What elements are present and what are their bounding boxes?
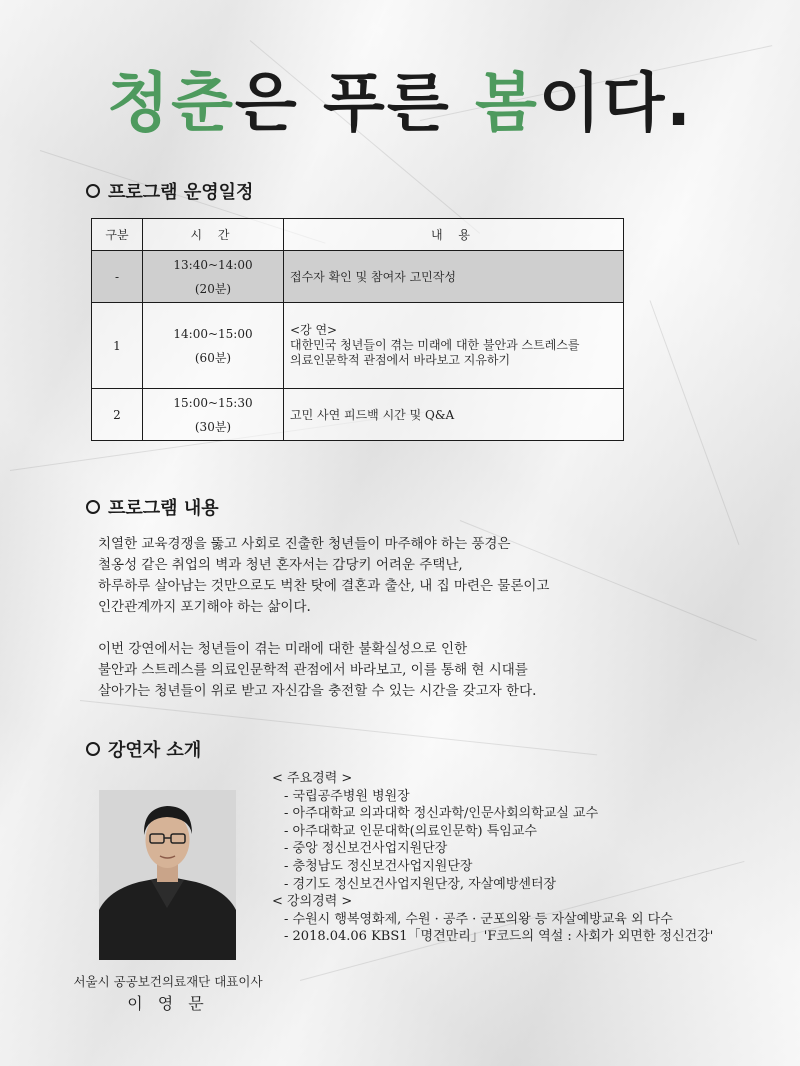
lecture-title: < 강의경력 > xyxy=(272,894,353,910)
speaker-organization: 서울시 공공보건의료재단 대표이사 xyxy=(73,974,263,989)
paragraph-line: 살아가는 청년들이 위로 받고 자신감을 충전할 수 있는 시간을 갖고자 한다. xyxy=(98,683,537,699)
career-title: < 주요경력 > xyxy=(272,771,353,786)
lecture-item: - 수원시 행복영화제, 수원 · 공주 · 군포의왕 등 자살예방교육 외 다수 xyxy=(284,911,673,927)
circle-bullet-icon xyxy=(86,184,100,198)
table-row xyxy=(92,303,624,389)
row-content xyxy=(284,251,624,303)
circle-bullet-icon xyxy=(86,500,100,514)
speaker-heading-text: 강연자 소개 xyxy=(108,740,202,761)
row-duration: (60분) xyxy=(194,350,232,365)
paragraph-line: 하루하루 살아남는 것만으로도 벅찬 탓에 결혼과 출산, 내 집 마련은 물론이고 xyxy=(98,578,550,594)
paragraph-line: 이번 강연에서는 청년들이 겪는 미래에 대한 불확실성으로 인한 xyxy=(98,641,468,657)
row-time-cell xyxy=(143,251,284,303)
career-item: - 국립공주병원 병원장 xyxy=(284,788,410,804)
row-duration: (30분) xyxy=(194,419,232,434)
speaker-career xyxy=(272,770,782,946)
paragraph-line: 인간관계까지 포기해야 하는 삶이다. xyxy=(98,599,311,615)
program-heading xyxy=(86,494,219,520)
schedule-heading-text: 프로그램 운영일정 xyxy=(108,182,254,203)
speaker-name: 이 영 문 xyxy=(127,994,209,1013)
career-item: - 경기도 정신보건사업지원단장, 자살예방센터장 xyxy=(284,876,557,892)
row-time: 14:00~15:00 xyxy=(173,326,253,341)
row-time: 13:40~14:00 xyxy=(173,257,253,272)
row-time: 15:00~15:30 xyxy=(173,395,253,410)
paragraph-line: 불안과 스트레스를 의료인문학적 관점에서 바라보고, 이를 통해 현 시대를 xyxy=(98,662,528,678)
program-heading-text: 프로그램 내용 xyxy=(108,498,219,519)
title-black-2: 이다. xyxy=(538,67,693,141)
speaker-photo xyxy=(99,790,236,960)
row-duration: (20분) xyxy=(194,281,232,296)
row-content-line: 의료인문학적 관점에서 바라보고 지유하기 xyxy=(290,353,511,367)
row-content xyxy=(284,389,624,441)
speaker-portrait-icon xyxy=(99,790,236,960)
row-content-line: 고민 사연 피드백 시간 및 Q&A xyxy=(290,408,455,422)
circle-bullet-icon xyxy=(86,742,100,756)
paragraph-line: 치열한 교육경쟁을 뚫고 사회로 진출한 청년들이 마주해야 하는 풍경은 xyxy=(98,536,511,552)
table-header-row xyxy=(92,219,624,251)
row-time-cell xyxy=(143,303,284,389)
table-row xyxy=(92,251,624,303)
table-row xyxy=(92,389,624,441)
row-num: 2 xyxy=(92,389,143,441)
row-num: 1 xyxy=(92,303,143,389)
career-item: - 중앙 정신보건사업지원단장 xyxy=(284,841,448,857)
page-title xyxy=(0,52,800,144)
title-green-1: 청춘 xyxy=(107,67,235,141)
title-green-2: 봄 xyxy=(474,67,539,141)
lecture-item: - 2018.04.06 KBS1「명견만리」'F코드의 역설 : 사회가 외면한 정신건강' xyxy=(284,929,714,945)
schedule-heading xyxy=(86,178,253,204)
row-content-line: <강 연> xyxy=(290,323,338,337)
career-item: - 아주대학교 의과대학 정신과학/인문사회의학교실 교수 xyxy=(284,806,599,822)
col-header-time: 시 간 xyxy=(143,219,284,251)
col-header-num: 구분 xyxy=(92,219,143,251)
program-description xyxy=(98,534,718,702)
row-content-line: 접수자 확인 및 참여자 고민작성 xyxy=(290,270,456,284)
row-content xyxy=(284,303,624,389)
schedule-table xyxy=(91,218,624,441)
row-num: - xyxy=(92,251,143,303)
row-content-line: 대한민국 청년들이 겪는 미래에 대한 불안과 스트레스를 xyxy=(290,338,580,352)
row-time-cell xyxy=(143,389,284,441)
speaker-caption xyxy=(56,972,280,1014)
paragraph-line: 철옹성 같은 취업의 벽과 청년 혼자서는 감당키 어려운 주택난, xyxy=(98,557,463,573)
career-item: - 아주대학교 인문대학(의료인문학) 특임교수 xyxy=(284,823,537,839)
speaker-heading xyxy=(86,736,201,762)
title-black-1: 은 푸른 xyxy=(234,67,475,141)
career-item: - 충청남도 정신보건사업지원단장 xyxy=(284,858,473,874)
col-header-content: 내 용 xyxy=(284,219,624,251)
